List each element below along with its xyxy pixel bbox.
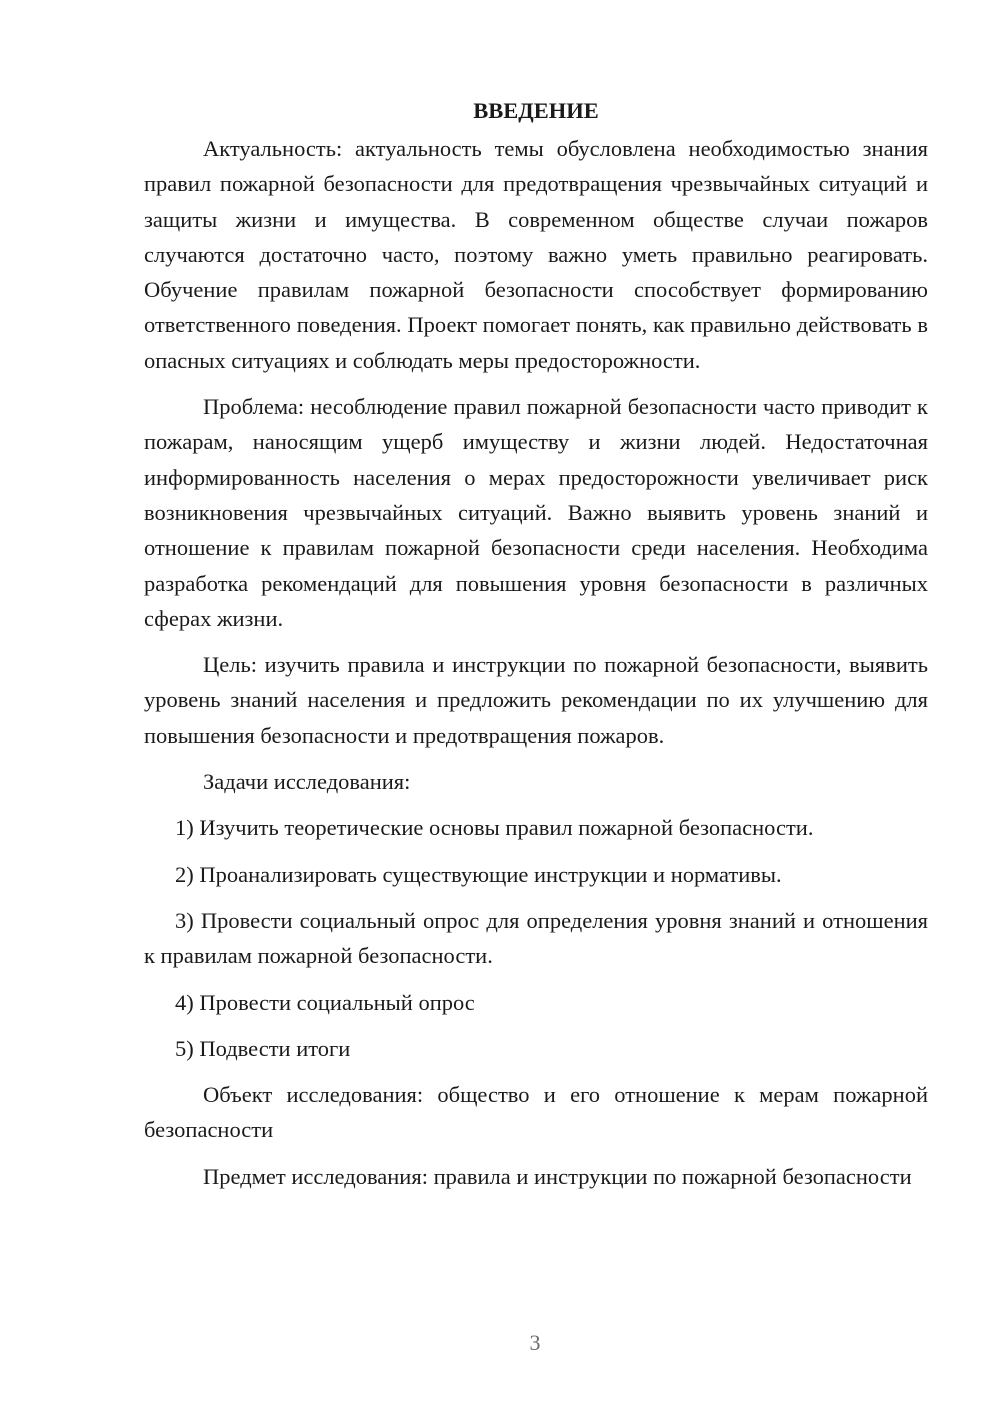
page-content [144, 93, 928, 1205]
object-paragraph: Объект исследования: общество и его отношение к мерам пожарной безопасности [144, 1082, 928, 1143]
section-heading: ВВЕДЕНИЕ [473, 98, 599, 123]
tasks-title: Задачи исследования: [203, 769, 411, 795]
task-item: 4) Провести социальный опрос [175, 989, 475, 1015]
task-item: 2) Проанализировать существующие инструкции и нормативы. [175, 861, 782, 887]
problem-paragraph: Проблема: несоблюдение правил пожарной безопасности часто приводит к пожарам, наносящим ущерб имуществу и жизни людей. Недостаточная информированность населения о мерах предосторожности увеличивает риск возникновения чрезвычайных ситуаций. Важно выявить уровень знаний и отношение к правилам пожарной безопасности среди населения. Необходима разработка рекомендаций для повышения уровня безопасности в различных сферах жизни. [144, 394, 928, 631]
task-item: 5) Подвести итоги [175, 1035, 351, 1061]
subject-paragraph: Предмет исследования: правила и инструкции по пожарной безопасности [203, 1163, 912, 1189]
relevance-paragraph: Актуальность: актуальность темы обусловлена необходимостью знания правил пожарной безопасности для предотвращения чрезвычайных ситуаций и защиты жизни и имущества. В современном обществе случаи пожаров случаются достаточно часто, поэтому важно уметь правильно реагировать. Обучение правилам пожарной безопасности способствует формированию ответственного поведения. Проект помогает понять, как правильно действовать в опасных ситуациях и соблюдать меры предосторожности. [144, 136, 928, 373]
task-item: 3) Провести социальный опрос для определения уровня знаний и отношения к правилам пожарной безопасности. [144, 907, 928, 969]
page-number: 3 [529, 1330, 541, 1355]
goal-paragraph: Цель: изучить правила и инструкции по пожарной безопасности, выявить уровень знаний населения и предложить рекомендации по их улучшению для повышения безопасности и предотвращения пожаров. [144, 652, 928, 748]
task-item: 1) Изучить теоретические основы правил пожарной безопасности. [175, 815, 814, 841]
